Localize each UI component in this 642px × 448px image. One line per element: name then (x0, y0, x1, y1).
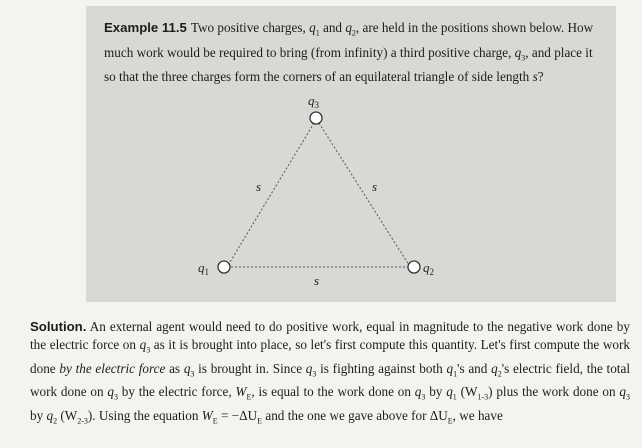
work-subscript: 2-3 (77, 416, 88, 426)
solution-text: ). Using the equation (87, 407, 202, 423)
label-side-right: s (372, 179, 378, 194)
label-q2: $q_2$ (423, 260, 434, 277)
solution-text: An external agent would need to do positive work, equal in magnitude to the negative work done by the electric force on (30, 319, 630, 352)
charge-subscript: 3 (190, 369, 195, 379)
side-symbol: s (532, 69, 538, 85)
example-text: , and place it so that the three charges form the corners of an equilateral triangle of side length (104, 44, 593, 85)
solution-text: (W (456, 384, 478, 400)
work-symbol: W (201, 407, 213, 423)
example-box (86, 6, 616, 302)
charge-subscript: 3 (146, 345, 151, 355)
label-q1: $q_1$ (198, 260, 209, 277)
charge-subscript: 1 (453, 369, 458, 379)
energy-subscript: E (257, 416, 263, 426)
work-symbol: W (235, 384, 247, 400)
triangle-side-right (319, 123, 409, 265)
charge-symbol: q (446, 384, 453, 400)
solution-text: is brought in. Since (194, 360, 306, 376)
charge-symbol: q (46, 407, 54, 423)
example-text: ? (537, 69, 544, 85)
charge-subscript: 3 (312, 369, 317, 379)
charge-subscript: 2 (53, 416, 58, 426)
energy-subscript: E (447, 416, 453, 426)
triangle-diagram (86, 6, 616, 302)
charge-q1-circle (218, 261, 230, 273)
example-text: Two positive charges, (190, 20, 310, 35)
solution-text: 's and (457, 360, 492, 376)
charge-q2-circle (408, 261, 420, 273)
solution-text: (W (57, 407, 78, 423)
solution-paragraph (30, 318, 630, 431)
solution-text: and the one we gave above for ΔU (262, 407, 448, 423)
solution-text: as (165, 360, 184, 376)
solution-text: 's electric field, the total work done on (30, 360, 630, 400)
charge-subscript: 2 (497, 369, 502, 379)
solution-text: by (425, 384, 447, 400)
solution-text: ) plus the work done on (488, 384, 620, 400)
charge-symbol: q (345, 20, 352, 35)
work-subscript: 1-3 (477, 392, 489, 402)
charge-subscript: 1 (315, 28, 320, 38)
solution-text: , we have (452, 407, 503, 423)
work-subscript: E (212, 416, 218, 426)
charge-subscript: 3 (421, 392, 426, 402)
solution-text: by the electric force, (117, 384, 236, 400)
example-text: , are held in the positions shown below. How much work would be required to bring (from infinity) a third positive charge, (104, 20, 594, 60)
charge-symbol: q (491, 360, 498, 376)
charge-subscript: 3 (626, 392, 630, 402)
example-label: Example 11.5 (104, 20, 187, 35)
solution-text: is fighting against both (316, 360, 447, 376)
charge-symbol: q (514, 44, 522, 60)
charge-symbol: q (139, 337, 147, 352)
charge-symbol: q (107, 384, 114, 400)
charge-symbol: q (619, 384, 626, 400)
charge-subscript: 3 (113, 392, 118, 402)
solution-text: as it is brought into place, so let's first compute this quantity. Let's first compute the work done (30, 337, 630, 376)
charge-symbol: q (309, 20, 316, 35)
solution-emphasis: by the electric force (59, 360, 166, 376)
solution-text: = −ΔU (217, 407, 258, 423)
charge-symbol: q (305, 360, 313, 376)
label-side-bottom: s (314, 273, 320, 288)
charge-subscript: 3 (521, 53, 526, 63)
charge-symbol: q (446, 360, 454, 376)
charge-symbol: q (183, 360, 191, 376)
solution-text: by (30, 407, 47, 423)
label-q3: $q_3$ (308, 93, 319, 110)
label-side-left: s (256, 179, 262, 194)
triangle-side-left (227, 123, 314, 267)
example-text: and (319, 20, 346, 35)
charge-subscript: 1 (452, 392, 457, 402)
solution-label: Solution. (30, 319, 87, 334)
work-subscript: E (246, 392, 252, 402)
charge-symbol: q (414, 384, 422, 400)
charge-q3-circle (310, 112, 322, 124)
charge-subscript: 2 (351, 28, 356, 38)
solution-text: , is equal to the work done on (251, 384, 415, 400)
